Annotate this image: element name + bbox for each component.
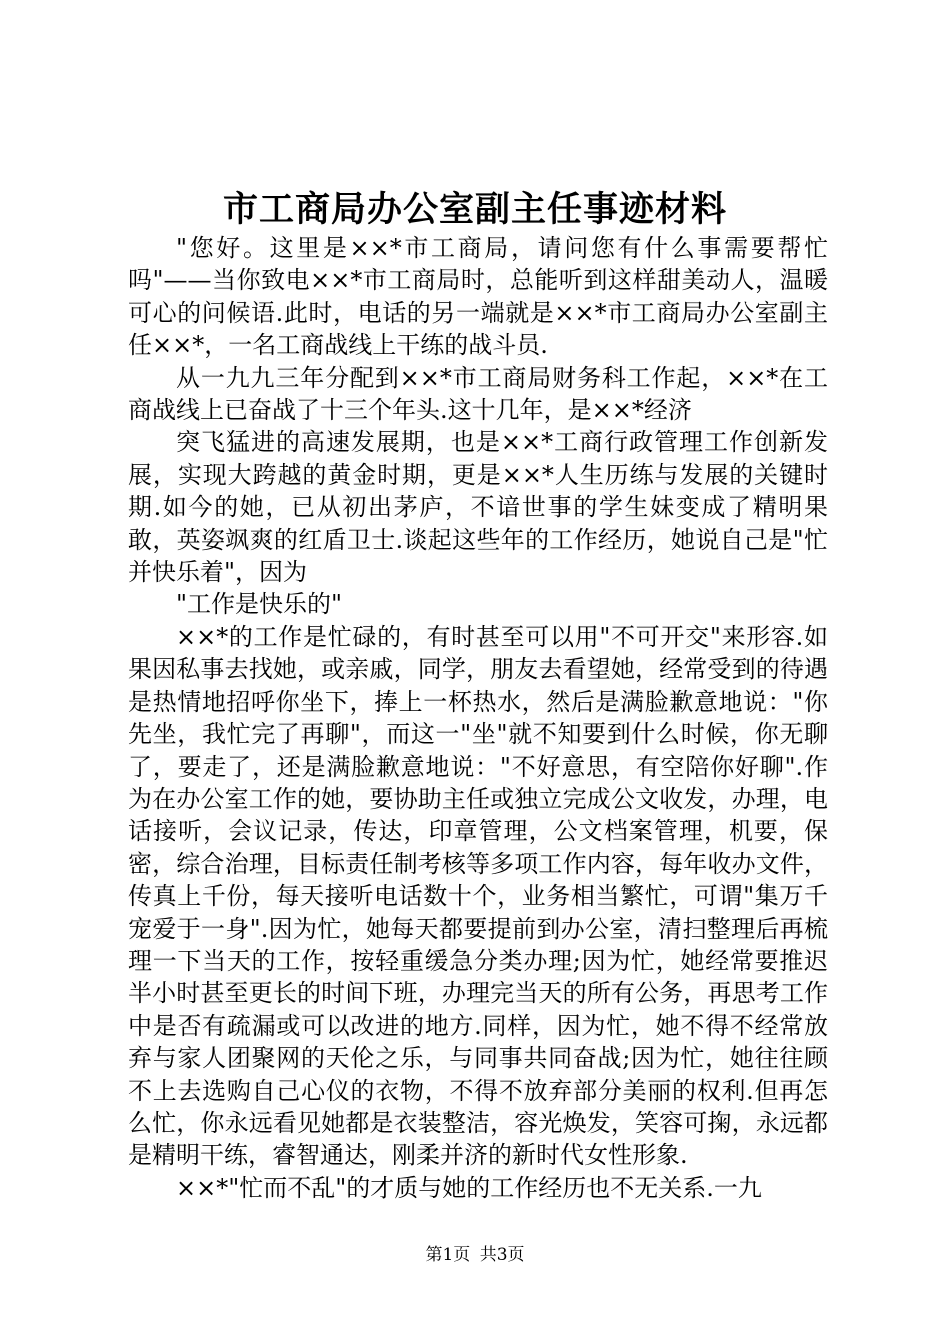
paragraph: "工作是快乐的" xyxy=(176,590,343,619)
paragraph: 突飞猛进的高速发展期，也是××*工商行政管理工作创新发展，实现大跨越的黄金时期，更是××*人生历练与发展的关键时期.如今的她，已从初出茅庐，不谙世事的学生妹变成了精明果敢，英姿飒爽的红盾卫士.谈起这些年的工作经历，她说自己是"忙并快乐着"，因为 xyxy=(128,428,828,587)
document-body xyxy=(128,232,828,1204)
paragraph: "您好。这里是××*市工商局，请问您有什么事需要帮忙吗"——当你致电××*市工商局时，总能听到这样甜美动人，温暖可心的问候语.此时，电话的另一端就是××*市工商局办公室副主任××*，一名工商战线上干练的战斗员. xyxy=(128,234,828,360)
paragraph: ××*的工作是忙碌的，有时甚至可以用"不可开交"来形容.如果因私事去找她，或亲戚，同学，朋友去看望她，经常受到的待遇是热情地招呼你坐下，捧上一杯热水，然后是满脸歉意地说："你先坐，我忙完了再聊"，而这一"坐"就不知要到什么时候，你无聊了，要走了，还是满脸歉意地说："不好意思，有空陪你好聊".作为在办公室工作的她，要协助主任或独立完成公文收发，办理，电话接听，会议记录，传达，印章管理，公文档案管理，机要，保密，综合治理，目标责任制考核等多项工作内容，每年收办文件，传真上千份，每天接听电话数十个，业务相当繁忙，可谓"集万千宠爱于一身".因为忙，她每天都要提前到办公室，清扫整理后再梳理一下当天的工作，按轻重缓急分类办理;因为忙，她经常要推迟半小时甚至更长的时间下班，办理完当天的所有公务，再思考工作中是否有疏漏或可以改进的地方.同样，因为忙，她不得不经常放弃与家人团聚网的天伦之乐，与同事共同奋战;因为忙，她往往顾不上去选购自己心仪的衣物，不得不放弃部分美丽的权利.但再怎么忙，你永远看见她都是衣装整洁，容光焕发，笑容可掬，永远都是精明干练，睿智通达，刚柔并济的新时代女性形象. xyxy=(128,622,828,1170)
page-footer xyxy=(0,1243,950,1267)
document-title: 市工商局办公室副主任事迹材料 xyxy=(222,189,727,230)
paragraph: 从一九九三年分配到××*市工商局财务科工作起，××*在工商战线上已奋战了十三个年头.这十几年，是××*经济 xyxy=(128,363,828,425)
page-total: 共3页 xyxy=(479,1245,525,1265)
paragraph: ××*"忙而不乱"的才质与她的工作经历也不无关系.一九 xyxy=(176,1173,762,1202)
page-number: 第1页 xyxy=(425,1245,471,1265)
